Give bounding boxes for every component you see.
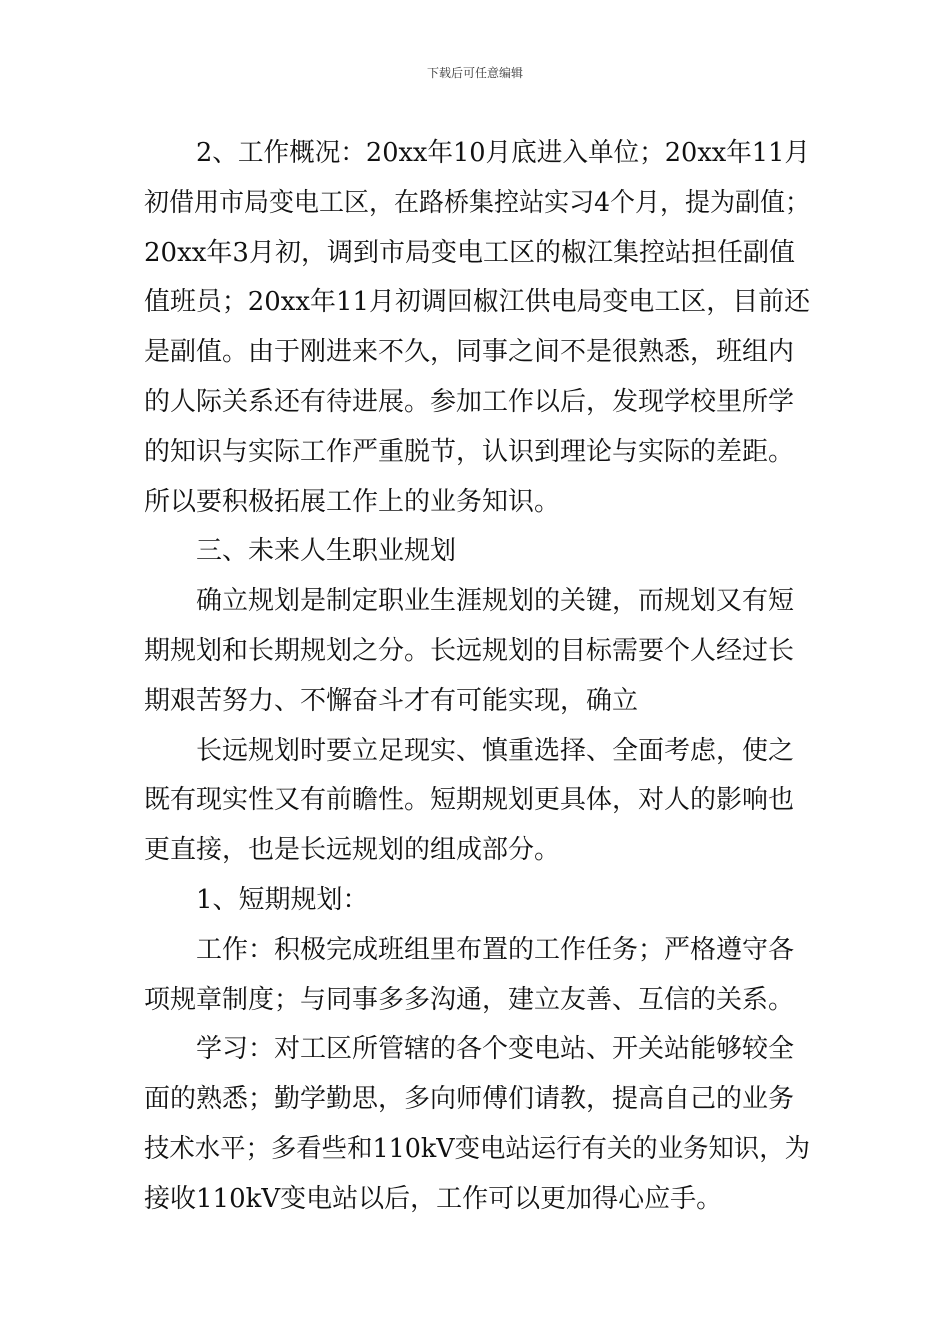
text-line: 初借用市局变电工区，在路桥集控站实习4个月，提为副值； (144, 187, 810, 218)
text-line: 是副值。由于刚进来不久，同事之间不是很熟悉，班组内 (144, 337, 795, 368)
text-line: 面的熟悉；勤学勤思，多向师傅们请教，提高自己的业务 (144, 1084, 795, 1115)
text-line: 既有现实性又有前瞻性。短期规划更具体，对人的影响也 (144, 785, 795, 816)
text-line: 长远规划时要立足现实、慎重选择、全面考虑，使之 (196, 735, 795, 766)
text-line: 技术水平；多看些和110kV变电站运行有关的业务知识，为 (144, 1133, 810, 1164)
text-line: 1、短期规划： (196, 884, 369, 915)
text-line: 项规章制度；与同事多多沟通，建立友善、互信的关系。 (144, 984, 795, 1015)
text-line: 20xx年3月初，调到市局变电工区的椒江集控站担任副值 (144, 237, 795, 268)
page-header: 下载后可任意编辑 (426, 66, 523, 80)
document-body (144, 129, 810, 1225)
text-line: 的知识与实际工作严重脱节，认识到理论与实际的差距。 (144, 436, 795, 467)
text-line: 2、工作概况：20xx年10月底进入单位；20xx年11月 (196, 138, 810, 168)
text-line: 接收110kV变电站以后，工作可以更加得心应手。 (144, 1183, 723, 1214)
text-line: 期艰苦努力、不懈奋斗才有可能实现，确立 (144, 685, 639, 716)
text-line: 所以要积极拓展工作上的业务知识。 (144, 486, 561, 517)
text-line: 确立规划是制定职业生涯规划的关键，而规划又有短 (196, 586, 795, 617)
text-line: 工作：积极完成班组里布置的工作任务；严格遵守各 (196, 934, 795, 965)
text-line: 期规划和长期规划之分。长远规划的目标需要个人经过长 (144, 635, 795, 666)
text-line: 值班员；20xx年11月初调回椒江供电局变电工区，目前还 (144, 287, 810, 318)
text-line: 的人际关系还有待进展。参加工作以后，发现学校里所学 (144, 386, 795, 417)
text-line: 学习：对工区所管辖的各个变电站、开关站能够较全 (196, 1034, 795, 1065)
text-line: 更直接，也是长远规划的组成部分。 (144, 835, 561, 866)
text-line: 三、未来人生职业规划 (196, 536, 457, 567)
